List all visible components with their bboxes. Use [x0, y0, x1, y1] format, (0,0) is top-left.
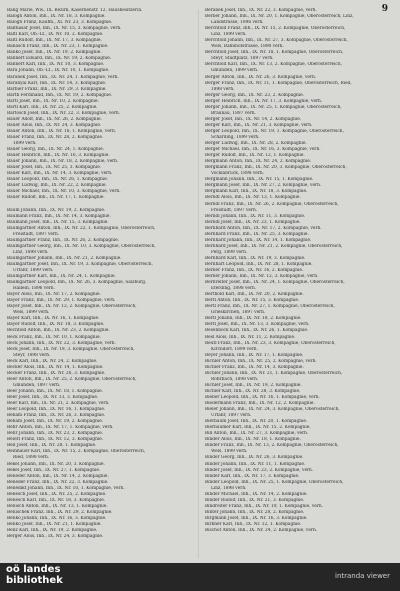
- directory-entry: Freistadt, 1897 verh.: [13, 231, 60, 237]
- directory-entry: Baumann Josef, Inh., IX. Nr. 15, 3. Kompagnie.: [7, 219, 109, 225]
- directory-entry: Baumann Franz, Inh., IX. Nr. 14, 3. Kompagnie.: [7, 213, 111, 219]
- directory-entry: Linz, 1898 verh.: [13, 249, 49, 255]
- directory-entry: Kirchdorf, 1899 verh.: [211, 346, 258, 352]
- directory-entry: Bayer Josef, Inh., IX. Nr. 12, 2. Kompagnie, Oberösterreich,: [7, 304, 137, 310]
- directory-entry: Balthasar Josef, Inh., IX. Nr. 15, 3. Kompagnie, verh.: [7, 26, 122, 32]
- directory-entry: Berger Georg, Inh., IX. Nr. 23, 2. Kompagnie.: [205, 92, 304, 98]
- directory-entry: Berger Johann, Inh., IX. Nr. 25, 1. Kompagnie, Oberösterreich,: [205, 104, 342, 110]
- directory-entry: Berger Ludwig, Inh., IX. Nr. 28, 2. Kompagnie.: [205, 141, 307, 147]
- directory-entry: Berger Anton, Inh., IX. Nr. 26, 3. Kompagnie, verh.: [205, 74, 317, 80]
- directory-entry: Baumgartner Georg, Inh., IX. Nr. 10, 3. Kompagnie, Oberösterreich,: [7, 243, 156, 249]
- directory-entry: Bieber Leopold, Inh., IX. Nr. 16, 1. Kompagnie, verh.: [205, 395, 320, 400]
- directory-entry: Linz, 1899 verh.: [211, 32, 247, 38]
- directory-entry: Berner Franz, Inh., IX. Nr. 16, 2. Kompagnie.: [205, 268, 304, 274]
- directory-entry: Baranyai Karl, Inh., IX. Nr. 14, 3. Kompagnie.: [7, 80, 107, 86]
- directory-entry: Baumgartner Anton, Inh., IX. Nr. 22, 1. Kompagnie, Oberösterreich,: [7, 225, 156, 231]
- directory-entry: Beck Franz, Inh., IX. Nr. 10, 1. Kompagnie.: [7, 334, 101, 340]
- directory-entry: Gmunden, 1897 verh.: [13, 382, 61, 388]
- directory-entry: Beer Anton, Inh., IX. Nr. 25, 2. Kompagnie, Oberösterreich,: [7, 376, 137, 382]
- directory-entry: Beer Josef, Inh., IX. Nr. 13, 3. Kompagnie.: [7, 395, 99, 400]
- directory-entry: Bauer Ludwig, Inh., IX. Nr. 22, 2. Kompagnie.: [7, 183, 107, 189]
- directory-entry: Binder Josef, Inh., IX. Nr. 23, 2. Kompagnie, verh.: [205, 467, 314, 473]
- directory-entry: Bischof Anton, Inh., IX. Nr. 24, 2. Kompagnie, verh.: [205, 528, 318, 534]
- directory-entry: Bauer Heinrich, Inh., IX. Nr. 16, 3. Kompagnie.: [7, 153, 110, 159]
- directory-entry: Berchtold Karl, Inh., IX. Nr. 13, 2. Kompagnie, Oberösterreich,: [205, 62, 342, 68]
- directory-entry: Bekel Josef, Inh., IX. Nr. 27, 1. Kompagnie.: [7, 467, 101, 473]
- directory-entry: Berger Rudolf, Inh., IX. Nr. 12, 1. Kompagnie.: [205, 153, 305, 159]
- directory-entry: Steyr, Stadtplatz, 1897 verh.: [211, 56, 274, 62]
- directory-entry: Benesch Karl, Inh., IX. Nr. 18, 3. Kompagnie.: [7, 497, 106, 503]
- directory-entry: Bauer Alois, Inh., IX. Nr. 24, 3. Kompagnie.: [7, 122, 102, 128]
- viewer-footer: [0, 563, 400, 591]
- directory-entry: Benesch Josef, Inh., IX. Nr. 25, 2. Kompagnie.: [7, 491, 107, 497]
- directory-entry: Bauer Adolf, Inh., IX. Nr. 26, 2. Kompagnie.: [7, 116, 102, 122]
- directory-entry: Beer Johann, Inh., IX. Nr. 18, 1. Kompagnie.: [7, 388, 103, 394]
- directory-entry: Bannert Karl, Inh., IX. Nr. 10, 3. Kompagnie.: [7, 62, 105, 68]
- directory-entry: Bichler Franz, Inh., IX. Nr. 14, 3. Kompagnie.: [205, 364, 304, 370]
- directory-entry: Bergmann Anton, Inh., IX. Nr. 24, 2. Kompagnie.: [205, 159, 312, 165]
- directory-entry: Bayer Alois, Inh., IX. Nr. 17, 2. Kompagnie.: [7, 292, 101, 298]
- directory-entry: Benischek Franz, Inh., IX. Nr. 29, 2. Kompagnie.: [7, 509, 113, 515]
- directory-entry: Bertl Johann, Inh., IX. Nr. 18, 2. Kompagnie.: [205, 316, 302, 322]
- directory-entry: Birgmann Josef, Inh., IX. Nr. 16, 3. Kompagnie.: [205, 515, 308, 521]
- directory-entry: Beinhauer Karl, Inh., IX. Nr. 15, 2. Kompagnie, Oberösterreich,: [7, 449, 146, 455]
- directory-entry: Bierbaumer Karl, Inh., IX. Nr. 15, 2. Kompagnie.: [205, 425, 311, 431]
- directory-entry: Bauer Georg, Inh., IX. Nr. 24, 1. Kompagnie.: [7, 147, 104, 153]
- directory-entry: Berber Johann, Inh., IX. Nr. 20, 1. Kompagnie, Oberösterreich, Linz,: [205, 14, 354, 20]
- directory-entry: Bertl Franz, Inh., IX. Nr. 27, 1. Kompagnie, Oberösterreich,: [205, 304, 335, 310]
- directory-entry: Berger Michael, Inh., IX. Nr. 16, 3. Kompagnie, verh.: [205, 147, 321, 153]
- left-column: [7, 8, 193, 540]
- directory-entry: Wels, 1899 verh.: [211, 449, 248, 455]
- directory-entry: Beutl Franz, Inh., IX. Nr. 23, 3. Kompagnie, Oberösterreich,: [205, 340, 336, 346]
- directory-entry: Bernhart Leopold, Inh., IX. Nr. 28, 1. Kompagnie.: [205, 261, 313, 267]
- directory-entry: Freistadt, 1897 verh.: [211, 207, 258, 213]
- directory-entry: Baum Johann, Inh., IX. Nr. 19, 2. Kompagnie.: [7, 207, 106, 213]
- directory-entry: Behr Johann, Inh., IX. Nr. 23, 2. Kompagnie.: [7, 431, 104, 437]
- directory-entry: Linz, 1898 verh.: [211, 485, 247, 491]
- directory-entry: Bernreiter Josef, Inh., IX. Nr. 24, 1. Kompagnie, Oberösterreich,: [205, 280, 345, 286]
- directory-entry: Bauer Johann, Inh., IX. Nr. 18, 2. Kompagnie, verh.: [7, 159, 119, 165]
- directory-entry: Bergmann Josef, Inh., IX. Nr. 27, 2. Kompagnie, verh.: [205, 183, 322, 189]
- directory-entry: Benedikt Johann, Inh., IX. Nr. 10, 1. Kompagnie, verh.: [7, 485, 125, 491]
- directory-entry: Urfahr, 1899 verh.: [13, 268, 54, 274]
- directory-entry: Ried, 1898 verh.: [13, 455, 50, 461]
- directory-entry: Bartosch Josef, Inh., IX. Nr. 22, 3. Kompagnie, verh.: [7, 110, 121, 116]
- directory-entry: Beck Karl, Inh., IX. Nr. 24, 2. Kompagnie.: [7, 358, 98, 364]
- viewer-label[interactable]: intranda viewer: [335, 572, 390, 580]
- logo-line-2: bibliothek: [6, 575, 63, 586]
- directory-entry: Gmunden, 1899 verh.: [211, 68, 259, 74]
- directory-entry: Beranek Josef, Inh., IX. Nr. 22, 3. Kompagnie, verh.: [205, 8, 317, 13]
- directory-entry: Ballg Marie, Ww., IX. Bezirk, Kasernenstr. 12, Hausbesitzerin.: [7, 8, 143, 13]
- directory-entry: Beck Johann, Inh., IX. Nr. 22, 3. Kompagnie, verh.: [7, 340, 116, 346]
- directory-entry: Baumgartner Leopold, Inh., IX. Nr. 26, 3. Kompagnie, Salzburg,: [7, 280, 147, 286]
- directory-entry: Steyr, 1898 verh.: [13, 352, 51, 358]
- directory-entry: Biedermann Franz, Inh., IX. Nr. 12, 2. Kompagnie.: [205, 401, 315, 407]
- directory-entry: Baumgartner Johann, Inh., IX. Nr. 21, 2. Kompagnie.: [7, 255, 122, 261]
- page-number: 9: [381, 4, 388, 14]
- directory-entry: Baltl Rudolf, Inh., IX. Nr. 17, 3. Kompagnie.: [7, 38, 102, 44]
- directory-entry: Bauer Franz, Inh., IX. Nr. 28, 2. Kompagnie.: [7, 134, 104, 140]
- directory-entry: Bierbaum Josef, Inh., IX. Nr. 20, 1. Kompagnie.: [205, 419, 308, 425]
- directory-entry: Behr Anton, Inh., IX. Nr. 17, 1. Kompagnie, verh.: [7, 425, 114, 431]
- directory-entry: Rohrbach, 1898 verh.: [211, 376, 259, 382]
- directory-entry: Beck Josef, Inh., IX. Nr. 19, 3. Kompagnie, Oberösterreich,: [7, 346, 135, 352]
- directory-entry: Balogh Franz, Kaufm., XI. Nr. 23, 3. Kompagnie.: [7, 20, 113, 26]
- directory-entry: Bartl Karl, Inh., IX. Nr. 25, 2. Kompagnie.: [7, 104, 98, 110]
- directory-entry: Bertl Anton, Inh., IX. Nr. 15, 3. Kompagnie.: [205, 298, 300, 304]
- directory-entry: 1898 verh.: [211, 86, 235, 92]
- directory-entry: Bauer Rudolf, Inh., IX. Nr. 17, 1. Kompagnie.: [7, 195, 105, 201]
- directory-entry: Bernhard Anton, Inh., IX. Nr. 17, 2. Kompagnie, verh.: [205, 225, 322, 231]
- directory-entry: Bayer Rudolf, Inh., IX. Nr. 18, 3. Kompagnie.: [7, 322, 105, 328]
- directory-entry: Bayer Franz, Inh., IX. Nr. 29, 1. Kompagnie, verh.: [7, 298, 116, 304]
- directory-entry: Bauer Josef, Inh., IX. Nr. 25, 3. Kompagnie.: [7, 165, 102, 171]
- directory-entry: Perg, 1899 verh.: [211, 249, 248, 255]
- directory-entry: Benkö Josef, Inh., IX. Nr. 21, 1. Kompagnie.: [7, 521, 102, 527]
- directory-entry: Berchtold Franz, Inh., IX. Nr. 15, 2. Kompagnie, Oberösterreich,: [205, 26, 346, 32]
- directory-entry: Bergmann Johann, Inh., IX. Nr. 15, 1. Kompagnie.: [205, 177, 314, 183]
- directory-entry: Bauer Leopold, Inh., IX. Nr. 26, 1. Kompagnie.: [7, 177, 109, 183]
- directory-entry: Bara Johann, Ob.-Lt., IX. Nr. 10, 1. Kompagnie.: [7, 68, 110, 74]
- directory-entry: Becker Alois, Inh., IX. Nr. 14, 1. Kompagnie.: [7, 364, 104, 370]
- directory-entry: Schärding, 1899 verh.: [211, 134, 260, 140]
- directory-entry: Beneder Anton, Inh., IX. Nr. 14, 2. Kompagnie.: [7, 473, 109, 479]
- directory-entry: Berndl Franz, Inh., IX. Nr. 26, 2. Kompagnie, Oberösterreich,: [205, 201, 339, 207]
- directory-entry: Beham Franz, Inh., IX. Nr. 26, 3. Kompagnie.: [7, 413, 106, 419]
- directory-entry: Wels, 1899 verh.: [13, 310, 50, 316]
- directory-entry: Baltl Karl, Ob.-Lt., IX. Nr. 10, 2. Kompagnie.: [7, 32, 104, 38]
- directory-entry: Bergmann Franz, Inh., IX. Nr. 20, 3. Kompagnie, Oberösterreich,: [205, 165, 347, 171]
- directory-entry: Vöcklabruck, 1898 verh.: [211, 171, 265, 177]
- directory-entry: Benz Karl, Inh., IX. Nr. 19, 2. Kompagnie.: [7, 528, 98, 534]
- directory-entry: Berthold Karl, Inh., IX. Nr. 20, 2. Kompagnie.: [205, 292, 304, 298]
- directory-entry: Binder Michael, Inh., IX. Nr. 14, 2. Kompagnie.: [205, 491, 308, 497]
- directory-entry: Beer Karl, Inh., IX. Nr. 21, 2. Kompagnie, verh.: [7, 401, 110, 407]
- directory-entry: Birkner Karl, Inh., IX. Nr. 12, 1. Kompagnie.: [205, 521, 302, 527]
- directory-entry: Berchtold Josef, Inh., IX. Nr. 18, 1. Kompagnie, Oberösterreich,: [205, 50, 344, 56]
- library-logo[interactable]: [6, 564, 63, 586]
- directory-entry: Beierl Franz, Inh., IX. Nr. 12, 3. Kompagnie.: [7, 437, 104, 443]
- directory-entry: Besl Alois, Inh., IX. Nr. 11, 2. Kompagnie.: [205, 334, 296, 340]
- column-gutter: [198, 10, 199, 558]
- directory-entry: Bichler Karl, Inh., IX. Nr. 28, 3. Kompagnie.: [205, 388, 301, 394]
- directory-entry: Bauer Karl, Inh., IX. Nr. 14, 3. Kompagnie, verh.: [7, 171, 113, 177]
- directory-entry: Baumgartner Karl, Inh., IX. Nr. 24, 1. Kompagnie.: [7, 274, 116, 280]
- directory-entry: Bichler Anton, Inh., IX. Nr. 25, 2. Kompagnie, verh.: [205, 358, 317, 364]
- directory-entry: Bechtold Anton, Inh., IX. Nr. 23, 2. Kompagnie.: [7, 328, 110, 334]
- directory-entry: Hallein, 1896 verh.: [13, 286, 55, 292]
- directory-entry: Bartl Josef, Inh., IX. Nr. 10, 2. Kompagnie.: [7, 98, 99, 104]
- directory-entry: Beham Josef, Inh., IX. Nr. 19, 2. Kompagnie.: [7, 419, 104, 425]
- directory-entry: Berndl Alois, Inh., IX. Nr. 13, 1. Kompagnie.: [205, 195, 301, 201]
- directory-entry: Binder Franz, Inh., IX. Nr. 13, 2. Kompagnie, Oberösterreich,: [205, 443, 339, 449]
- directory-entry: Beyer Johann, Inh., IX. Nr. 17, 1. Kompagnie.: [205, 352, 304, 358]
- directory-entry: Berger Heinrich, Inh., IX. Nr. 17, 3. Kompagnie, verh.: [205, 98, 323, 104]
- directory-entry: Baranek Josef, Inh., IX. Nr. 24, 1. Kompagnie, verh.: [7, 74, 119, 80]
- directory-entry: Berndl Johann, Inh., IX. Nr. 11, 3. Kompagnie.: [205, 213, 306, 219]
- directory-entry: Wels, Bahnhofstrasse, 1898 verh.: [211, 44, 284, 50]
- directory-entry: Balogh Anton, Inh., IX. Nr. 18, 3. Kompagnie.: [7, 14, 106, 20]
- directory-entry: Binder Leopold, Inh., IX. Nr. 25, 1. Kompagnie, Oberösterreich,: [205, 479, 344, 485]
- directory-entry: Bertl Josef, Inh., IX. Nr. 13, 3. Kompagnie, verh.: [205, 322, 310, 328]
- directory-entry: Berner Johann, Inh., IX. Nr. 12, 3. Kompagnie, verh.: [205, 274, 319, 280]
- directory-entry: Braunau, 1897 verh.: [211, 110, 256, 116]
- directory-entry: 1899 verh.: [13, 141, 37, 147]
- directory-entry: Binder Rudolf, Inh., IX. Nr. 21, 3. Kompagnie.: [205, 497, 305, 503]
- directory-entry: Bill Anton, Inh., IX. Nr. 27, 3. Kompagnie, verh.: [205, 431, 309, 437]
- directory-entry: Binder Alois, Inh., IX. Nr. 18, 1. Kompagnie.: [205, 437, 301, 443]
- directory-entry: Bichler Johann, Inh., IX. Nr. 21, 1. Kompagnie, Oberösterreich,: [205, 370, 343, 376]
- right-column: [205, 8, 391, 534]
- directory-entry: Bichler Josef, Inh., IX. Nr. 19, 2. Kompagnie.: [205, 382, 302, 388]
- directory-entry: Beil Josef, Inh., IX. Nr. 28, 1. Kompagnie.: [7, 443, 97, 449]
- directory-entry: Bernhard Johann, Inh., IX. Nr. 14, 1. Kompagnie.: [205, 237, 312, 243]
- directory-entry: Bernhard Karl, Inh., IX. Nr. 19, 3. Kompagnie.: [205, 255, 306, 261]
- directory-entry: Grieskirchen, 1897 verh.: [211, 310, 266, 316]
- directory-entry: Berger Karl, Inh., IX. Nr. 21, 3. Kompagnie, verh.: [205, 122, 313, 128]
- directory-entry: Bernhard Josef, Inh., IX. Nr. 21, 2. Kompagnie, Oberösterreich,: [205, 243, 343, 249]
- directory-entry: Bauer Michael, Inh., IX. Nr. 10, 3. Kompagnie, verh.: [7, 189, 121, 195]
- directory-entry: Bayer Karl, Inh., IX. Nr. 16, 1. Kompagnie.: [7, 316, 100, 322]
- directory-entry: Berger Alois, Inh., IX. Nr. 24, 3. Kompagnie.: [7, 534, 104, 540]
- directory-entry: Binder Karl, Inh., IX. Nr. 17, 3. Kompagnie.: [205, 473, 300, 479]
- directory-entry: Binter Johann, Inh., IX. Nr. 28, 2. Kompagnie.: [205, 509, 305, 515]
- directory-entry: Binder Johann, Inh., IX. Nr. 11, 1. Kompagnie.: [205, 461, 306, 467]
- directory-entry: Banko Josef, Inh., IX. Nr. 19, 2. Kompagnie.: [7, 50, 102, 56]
- directory-entry: Bauer Anton, Inh., IX. Nr. 18, 1. Kompagnie, verh.: [7, 128, 117, 134]
- directory-entry: Besenböck Karl, Inh., IX. Nr. 26, 1. Kompagnie.: [205, 328, 309, 334]
- directory-entry: Benisch Anton, Inh., IX. Nr. 13, 1. Kompagnie.: [7, 503, 108, 509]
- directory-entry: Eferding, 1898 verh.: [211, 286, 257, 292]
- directory-entry: Urfahr, 1897 verh.: [211, 413, 252, 419]
- directory-entry: Bekel Johann, Inh., IX. Nr. 20, 3. Kompagnie.: [7, 461, 105, 467]
- directory-entry: Becker Franz, Inh., IX. Nr. 20, 3. Kompagnie.: [7, 370, 106, 376]
- directory-entry: Berger Josef, Inh., IX. Nr. 14, 2. Kompagnie.: [205, 116, 302, 122]
- directory-entry: Banasch Franz, Inh., IX. Nr. 23, 1. Kompagnie.: [7, 44, 109, 50]
- directory-entry: Benko Johann, Inh., IX. Nr. 16, 3. Kompagnie.: [7, 515, 107, 521]
- directory-entry: Bannert Eduard, Inh., IX. Nr. 19, 2. Kompagnie.: [7, 56, 112, 62]
- directory-entry: Bieler Johann, Inh., IX. Nr. 24, 3. Kompagnie, Oberösterreich,: [205, 407, 340, 413]
- directory-entry: Bindreiter Franz, Inh., IX. Nr. 19, 1. Kompagnie, verh.: [205, 503, 324, 509]
- directory-entry: Barbier Franz, Inh., IX. Nr. 29, 3. Kompagnie.: [7, 86, 107, 92]
- directory-entry: Berger Franz, Inh., IX. Nr. 11, 1. Kompagnie, Oberösterreich, Ried,: [205, 80, 352, 86]
- logo-line-1: oö landes: [6, 564, 61, 575]
- directory-entry: Berger Leopold, Inh., IX. Nr. 19, 1. Kompagnie, Oberösterreich,: [205, 128, 344, 134]
- directory-entry: Berndl Josef, Inh., IX. Nr. 23, 1. Kompagnie.: [205, 219, 301, 225]
- directory-entry: Beneder Franz, Inh., IX. Nr. 22, 3. Kompagnie.: [7, 479, 109, 485]
- directory-entry: Baumgartner Josef, Inh., IX. Nr. 19, 3. Kompagnie, Oberösterreich,: [7, 261, 153, 267]
- directory-entry: Berchtold Johann, Inh., IX. Nr. 27, 3. Kompagnie, Oberösterreich,: [205, 38, 348, 44]
- directory-entry: Binder Georg, Inh., IX. Nr. 26, 3. Kompagnie.: [205, 455, 304, 461]
- directory-entry: Barth Ferdinand, Inh., IX. Nr. 19, 2. Kompagnie.: [7, 92, 113, 98]
- directory-entry: Bernhard Franz, Inh., IX. Nr. 25, 3. Kompagnie.: [205, 231, 309, 237]
- directory-entry: Bergmann Karl, Inh., IX. Nr. 18, 3. Kompagnie.: [205, 189, 308, 195]
- directory-entry: Landstrasse, 1896 verh.: [211, 20, 264, 26]
- directory-entry: Baumgartner Franz, Inh., IX. Nr. 26, 2. Kompagnie.: [7, 237, 120, 243]
- directory-entry: Beer Leopold, Inh., IX. Nr. 16, 1. Kompagnie.: [7, 407, 106, 413]
